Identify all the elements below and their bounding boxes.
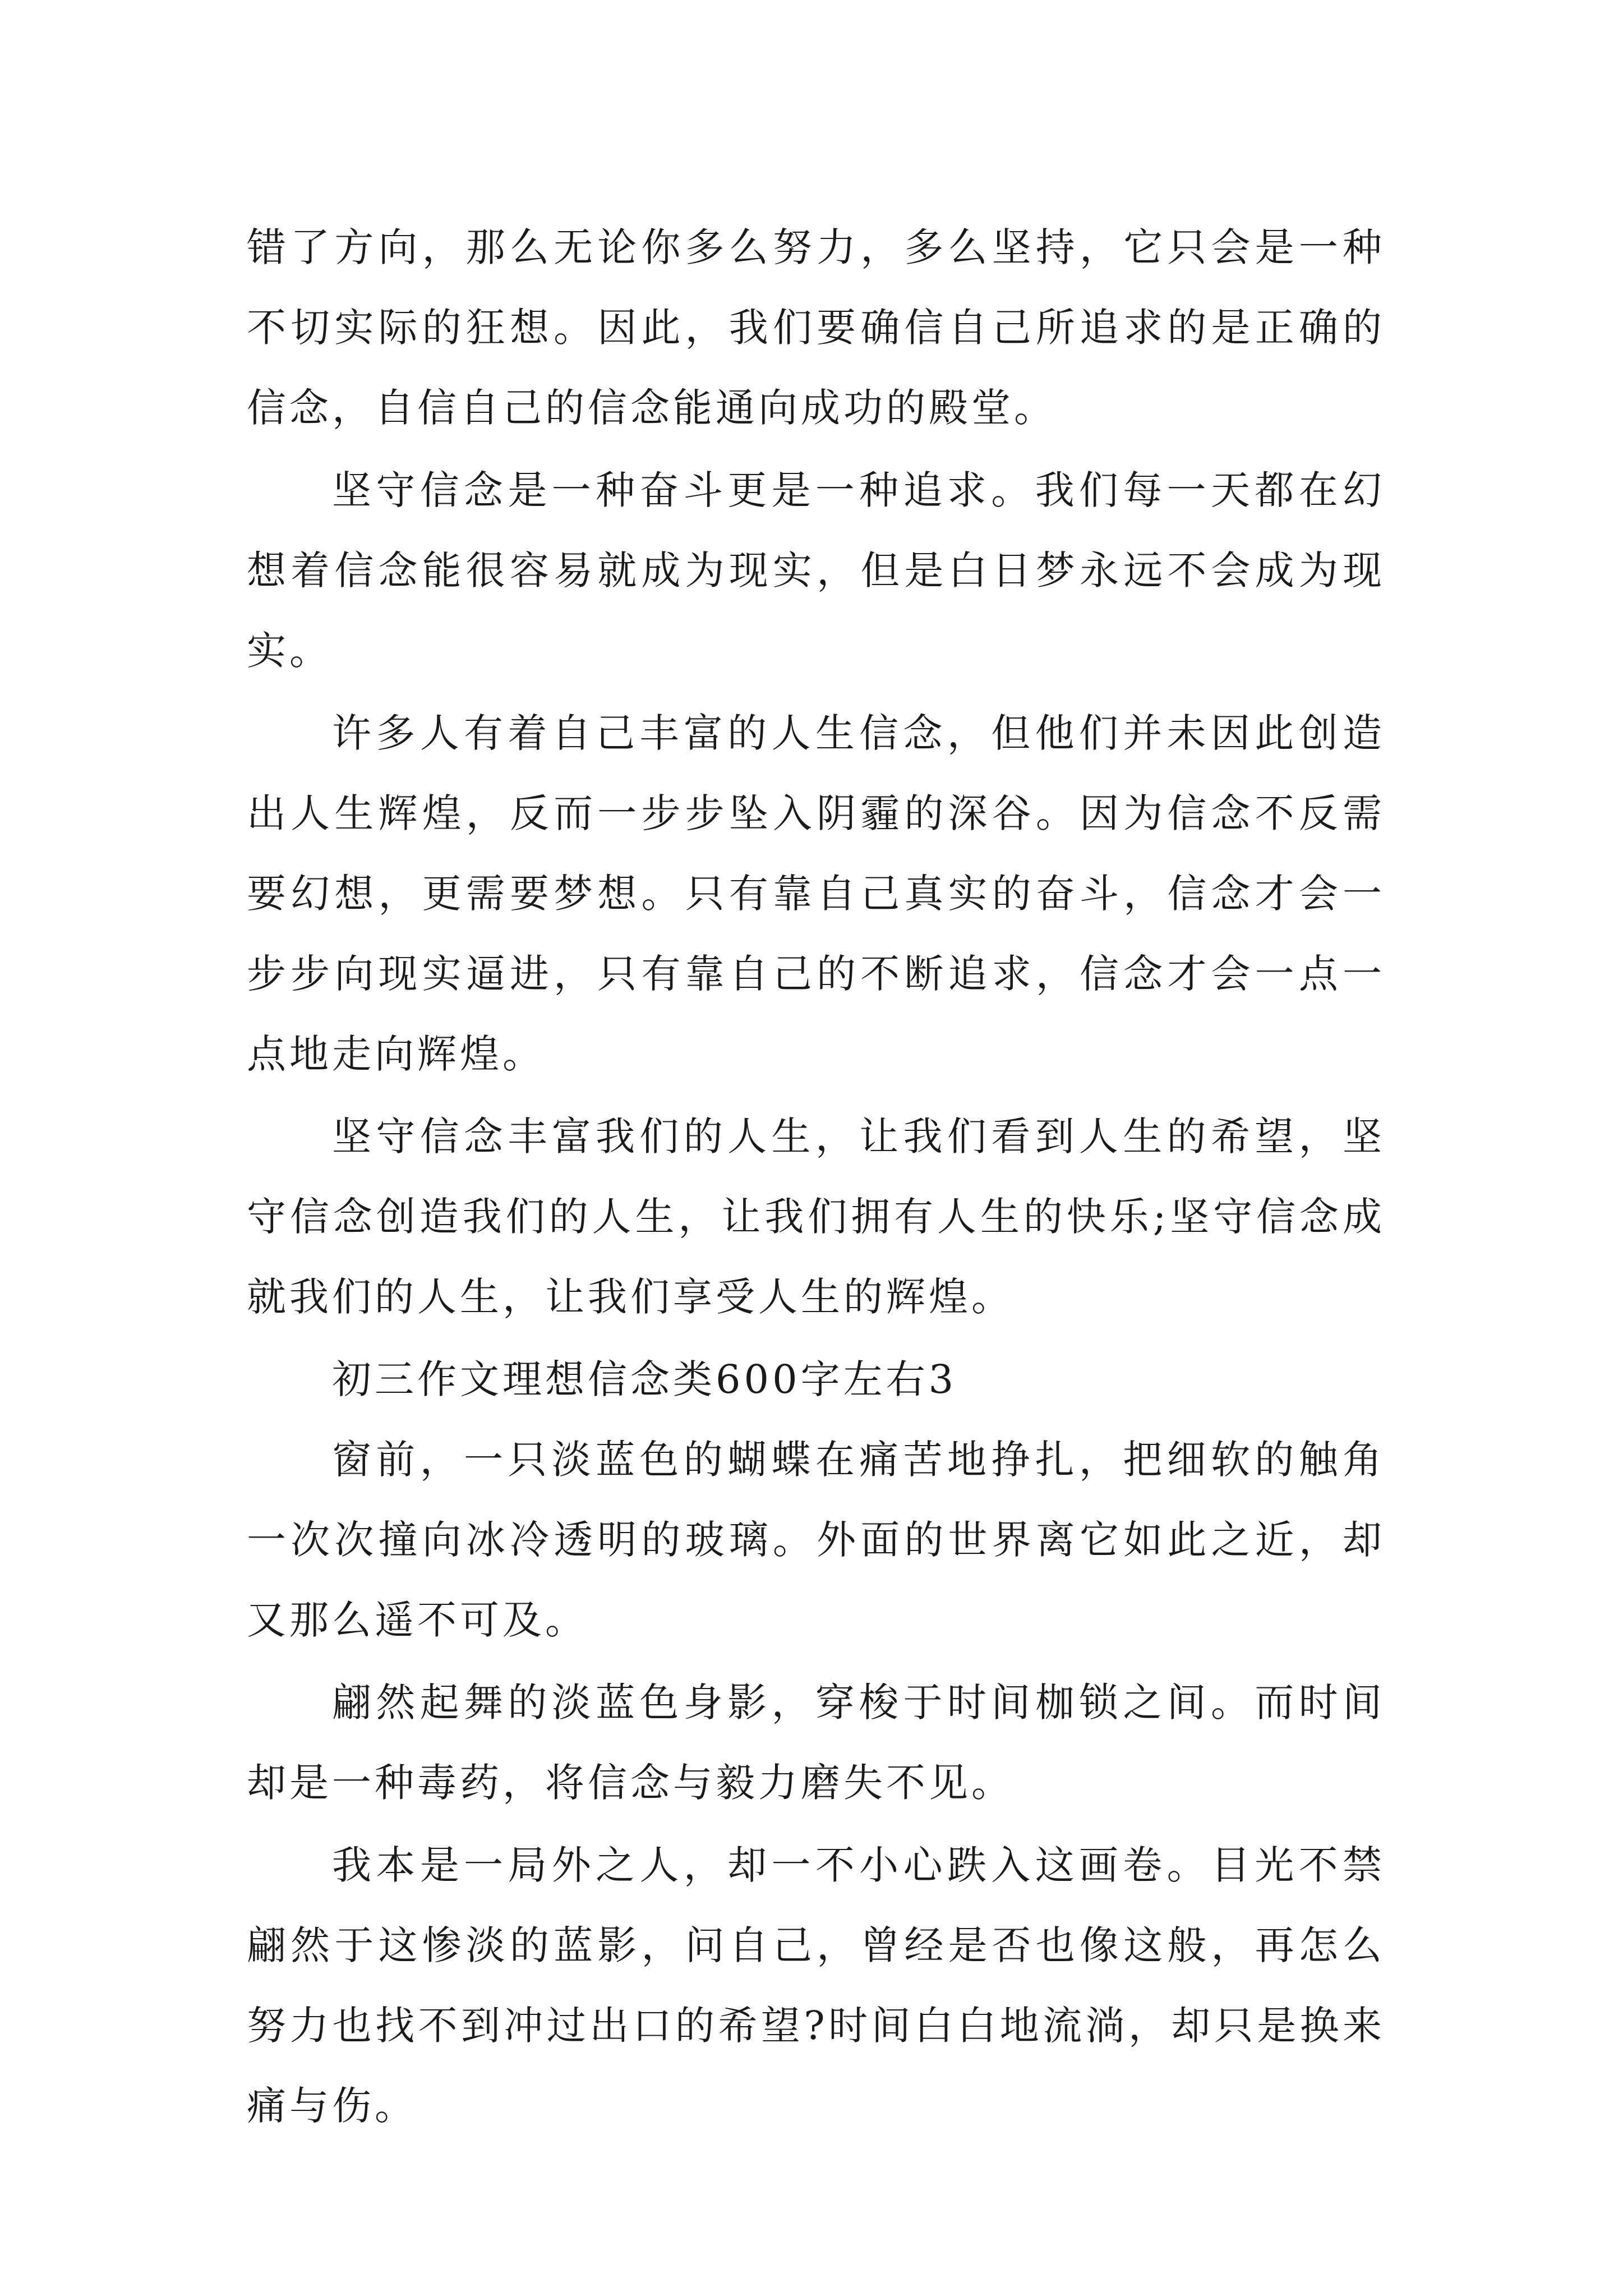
paragraph: 翩然起舞的淡蓝色身影，穿梭于时间枷锁之间。而时间却是一种毒药，将信念与毅力磨失不见。 <box>247 1680 1385 1806</box>
document-body <box>247 208 1385 2148</box>
section-heading: 初三作文理想信念类600字左右3 <box>332 1356 957 1402</box>
paragraph: 许多人有着自己丰富的人生信念，但他们并未因此创造出人生辉煌，反而一步步坠入阴霾的深谷。因为信念不反需要幻想，更需要梦想。只有靠自己真实的奋斗，信念才会一步步向现实逼进，只有靠自己的不断追求，信念才会一点一点地走向辉煌。 <box>247 710 1385 1077</box>
paragraph: 窗前，一只淡蓝色的蝴蝶在痛苦地挣扎，把细软的触角一次次撞向冰冷透明的玻璃。外面的世界离它如此之近，却又那么遥不可及。 <box>247 1437 1385 1643</box>
paragraph: 我本是一局外之人，却一不小心跌入这画卷。目光不禁翩然于这惨淡的蓝影，问自己，曾经是否也像这般，再怎么努力也找不到冲过出口的希望?时间白白地流淌，却只是换来痛与伤。 <box>247 1842 1385 2129</box>
paragraph-continuation: 错了方向，那么无论你多么努力，多么坚持，它只会是一种不切实际的狂想。因此，我们要确信自己所追求的是正确的信念，自信自己的信念能通向成功的殿堂。 <box>247 224 1385 431</box>
paragraph: 坚守信念丰富我们的人生，让我们看到人生的希望，坚守信念创造我们的人生，让我们拥有人生的快乐;坚守信念成就我们的人生，让我们享受人生的辉煌。 <box>247 1114 1385 1320</box>
paragraph: 坚守信念是一种奋斗更是一种追求。我们每一天都在幻想着信念能很容易就成为现实，但是白日梦永远不会成为现实。 <box>247 467 1385 674</box>
